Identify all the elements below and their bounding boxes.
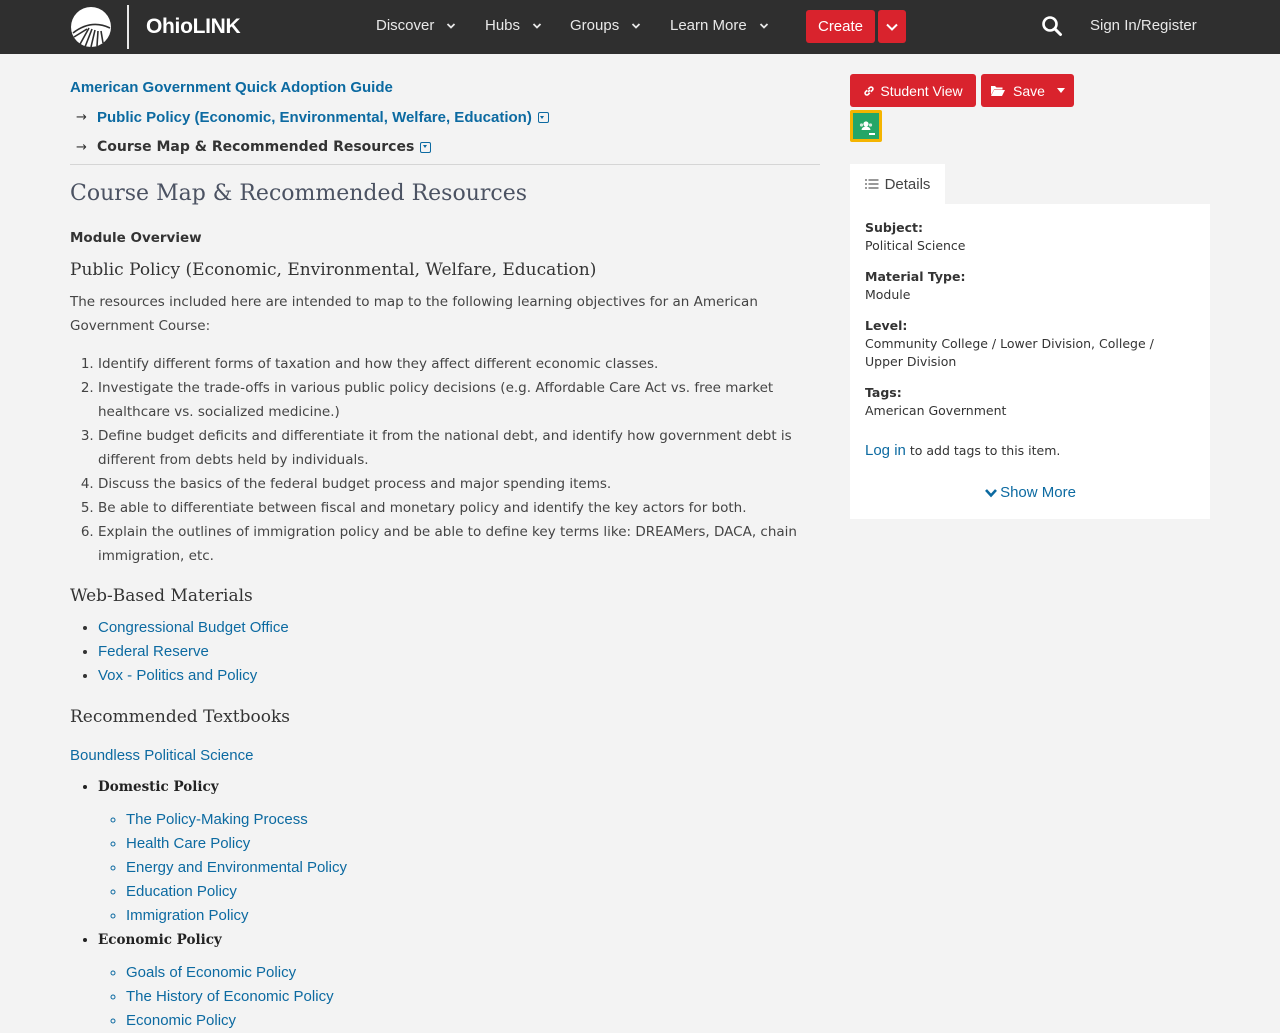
field-label: Subject: xyxy=(865,220,923,235)
google-classroom-button[interactable] xyxy=(850,110,882,142)
objective-item: 1. Identify different forms of taxation and how they affect different economic classes. xyxy=(98,352,822,376)
chapter-link[interactable]: Energy and Environmental Policy xyxy=(126,859,347,876)
textbook-sections-list xyxy=(70,775,347,1033)
chevron-down-icon xyxy=(984,487,998,499)
chapter-link[interactable]: The Policy-Making Process xyxy=(126,811,308,828)
field-label: Level: xyxy=(865,318,908,333)
breadcrumb-guide-link[interactable]: American Government Quick Adoption Guide xyxy=(70,79,393,96)
tags-field xyxy=(865,384,1195,420)
caret-square-down-icon[interactable] xyxy=(538,112,549,123)
list-item xyxy=(126,985,347,1009)
sublist xyxy=(98,961,347,1033)
section-title: Domestic Policy xyxy=(98,779,219,795)
list-item xyxy=(126,808,347,832)
chapter-link[interactable]: The History of Economic Policy xyxy=(126,988,334,1005)
chapter-link[interactable]: Education Policy xyxy=(126,883,237,900)
objectives-list xyxy=(70,352,822,568)
list-item xyxy=(126,1009,347,1033)
list-item xyxy=(126,904,347,928)
chevron-down-icon xyxy=(631,21,641,31)
login-text: to add tags to this item. xyxy=(909,443,1061,458)
list-item xyxy=(98,640,289,664)
web-link[interactable]: Vox - Politics and Policy xyxy=(98,667,258,684)
field-value: American Government xyxy=(865,403,1007,418)
list-item xyxy=(126,961,347,985)
web-link[interactable]: Congressional Budget Office xyxy=(98,619,289,636)
chapter-link[interactable]: Economic Policy xyxy=(126,1012,237,1029)
show-more-label: Show More xyxy=(1000,484,1076,501)
chevron-down-icon xyxy=(885,20,899,34)
intro-paragraph: The resources included here are intended to map to the following learning objectives for an American Government Course: xyxy=(70,294,758,334)
caret-down-icon xyxy=(1057,88,1065,93)
objective-item: 2. Investigate the trade-offs in various public policy decisions (e.g. Affordable Care Act vs. free market healthcare vs. socialized medicine.) xyxy=(98,376,822,424)
caret-square-down-icon[interactable] xyxy=(420,142,431,153)
nav-label: Groups xyxy=(570,17,620,34)
tab-label: Details xyxy=(884,175,931,193)
web-materials-heading: Web-Based Materials xyxy=(70,586,253,606)
list-item xyxy=(126,856,347,880)
create-dropdown-button[interactable] xyxy=(878,10,906,43)
module-overview-label: Module Overview xyxy=(70,230,202,246)
nav-hubs[interactable] xyxy=(485,17,542,34)
objective-item: 3. Define budget deficits and differentiate it from the national debt, and identify how government debt is different from debts held by individuals. xyxy=(98,424,822,472)
top-navbar xyxy=(0,0,1280,54)
objective-item: 5. Be able to differentiate between fiscal and monetary policy and identify the key actors for both. xyxy=(98,496,822,520)
breadcrumb-level-2 xyxy=(70,139,431,155)
list-item xyxy=(126,880,347,904)
arrow-right-icon: → xyxy=(76,139,87,155)
textbooks-heading: Recommended Textbooks xyxy=(70,707,290,727)
chapter-link[interactable]: Goals of Economic Policy xyxy=(126,964,297,981)
list-item xyxy=(98,664,289,688)
link-icon xyxy=(863,85,875,97)
field-value: Module xyxy=(865,287,911,302)
student-view-label: Student View xyxy=(880,82,963,99)
field-label: Material Type: xyxy=(865,269,966,284)
breadcrumb-level-1 xyxy=(70,109,549,126)
subject-field xyxy=(865,219,1195,255)
chevron-down-icon xyxy=(532,21,542,31)
list-icon xyxy=(865,178,879,190)
field-value: Political Science xyxy=(865,238,966,253)
policy-heading: Public Policy (Economic, Environmental, Welfare, Education) xyxy=(70,260,597,280)
nav-learn-more[interactable] xyxy=(670,17,769,34)
objective-item: 6. Explain the outlines of immigration policy and be able to define key terms like: DREAMers, DACA, chain immigration, etc. xyxy=(98,520,822,568)
list-item xyxy=(126,832,347,856)
list-item xyxy=(98,616,289,640)
page-title: Course Map & Recommended Resources xyxy=(70,181,528,206)
brand-logo[interactable] xyxy=(70,5,240,49)
web-materials-list xyxy=(70,616,289,688)
create-button[interactable]: Create xyxy=(806,10,875,43)
list-item xyxy=(98,928,347,1033)
nav-groups[interactable] xyxy=(570,17,641,34)
section-title: Economic Policy xyxy=(98,932,222,948)
breadcrumb-divider xyxy=(70,164,820,165)
level-field xyxy=(865,317,1195,371)
save-label: Save xyxy=(1013,82,1045,99)
textbook-link[interactable]: Boundless Political Science xyxy=(70,747,254,764)
field-label: Tags: xyxy=(865,385,902,400)
student-view-button[interactable] xyxy=(850,74,976,107)
show-more-button[interactable] xyxy=(850,484,1210,501)
search-icon[interactable] xyxy=(1041,15,1063,37)
web-link[interactable]: Federal Reserve xyxy=(98,643,209,660)
field-value: Community College / Lower Division, College / Upper Division xyxy=(865,336,1154,369)
nav-label: Learn More xyxy=(670,17,747,34)
brand-name: OhioLINK xyxy=(146,15,241,38)
breadcrumb-public-policy-link[interactable]: Public Policy (Economic, Environmental, Welfare, Education) xyxy=(97,109,532,126)
chapter-link[interactable]: Health Care Policy xyxy=(126,835,251,852)
breadcrumb-current: Course Map & Recommended Resources xyxy=(97,139,415,155)
chapter-link[interactable]: Immigration Policy xyxy=(126,907,249,924)
save-button[interactable] xyxy=(981,74,1074,107)
arrow-right-icon: → xyxy=(76,110,87,125)
google-classroom-icon xyxy=(853,113,879,139)
folder-open-icon xyxy=(990,84,1006,97)
list-item xyxy=(98,775,347,928)
chevron-down-icon xyxy=(759,21,769,31)
nav-discover[interactable] xyxy=(376,17,456,34)
objective-item: 4. Discuss the basics of the federal budget process and major spending items. xyxy=(98,472,822,496)
sublist xyxy=(98,808,347,928)
chevron-down-icon xyxy=(446,21,456,31)
logo-divider xyxy=(127,5,129,49)
material-type-field xyxy=(865,268,1195,304)
ohiolink-logo-icon xyxy=(70,6,112,48)
nav-label: Hubs xyxy=(485,17,521,34)
sign-in-register-link[interactable]: Sign In/Register xyxy=(1090,17,1197,34)
details-panel xyxy=(850,204,1210,519)
login-to-tag xyxy=(865,442,1060,459)
tab-details[interactable] xyxy=(850,164,945,204)
nav-label: Discover xyxy=(376,17,435,34)
login-link[interactable]: Log in xyxy=(865,442,906,459)
